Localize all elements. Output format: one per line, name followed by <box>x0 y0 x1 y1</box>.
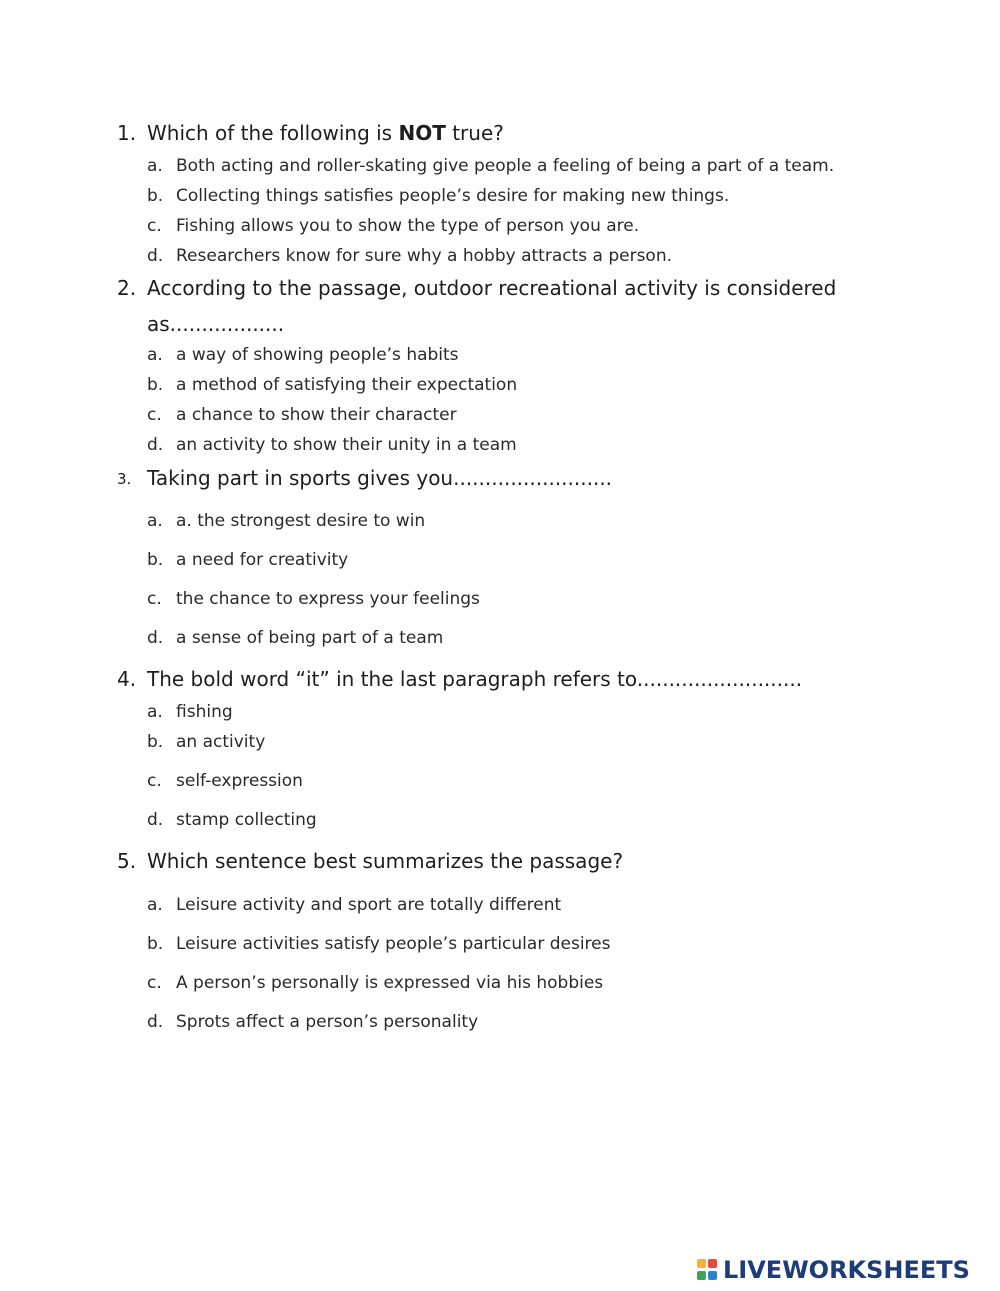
option-letter: a. <box>147 156 163 176</box>
option-letter: c. <box>147 973 162 993</box>
option-letter: d. <box>147 810 164 830</box>
option-text: a way of showing people’s habits <box>176 345 459 365</box>
question-number: 2. <box>117 276 137 300</box>
option-letter: d. <box>147 628 164 648</box>
option-letter: c. <box>147 405 162 425</box>
option-text: a need for creativity <box>176 550 349 570</box>
option-text: Sprots affect a person’s personality <box>176 1012 479 1032</box>
option-letter: a. <box>147 702 163 722</box>
option-letter: b. <box>147 375 164 395</box>
option-text: Leisure activities satisfy people’s particular desires <box>176 934 611 954</box>
option-letter: d. <box>147 246 164 266</box>
option-text: self-expression <box>176 771 303 791</box>
question-text: as.................. <box>147 312 285 336</box>
question-text: The bold word “it” in the last paragraph refers to.......................... <box>147 667 803 691</box>
logo-text: LIVEWORKSHEETS <box>723 1256 970 1284</box>
option-letter: b. <box>147 186 164 206</box>
option-text: the chance to express your feelings <box>176 589 480 609</box>
option-text: fishing <box>176 702 233 722</box>
option-letter: d. <box>147 1012 164 1032</box>
liveworksheets-logo-icon <box>697 1259 719 1283</box>
option-letter: b. <box>147 732 164 752</box>
option-letter: c. <box>147 216 162 236</box>
question-text-part: true? <box>445 121 504 145</box>
option-text: an activity <box>176 732 266 752</box>
option-text: an activity to show their unity in a team <box>176 435 517 455</box>
option-text: a method of satisfying their expectation <box>176 375 518 395</box>
option-text: a chance to show their character <box>176 405 457 425</box>
option-letter: b. <box>147 550 164 570</box>
option-text: a sense of being part of a team <box>176 628 444 648</box>
option-text: Collecting things satisfies people’s desire for making new things. <box>176 186 730 206</box>
question-text-part: Which of the following is <box>147 121 399 145</box>
question-text: Taking part in sports gives you......................... <box>147 466 613 490</box>
option-text: Fishing allows you to show the type of person you are. <box>176 216 640 236</box>
question-number: 5. <box>117 849 137 873</box>
option-text: Leisure activity and sport are totally different <box>176 895 562 915</box>
option-text: a. the strongest desire to win <box>176 511 426 531</box>
question-text: According to the passage, outdoor recreational activity is considered <box>147 276 837 300</box>
option-letter: c. <box>147 771 162 791</box>
option-letter: d. <box>147 435 164 455</box>
question-number: 1. <box>117 121 137 145</box>
question-text: Which sentence best summarizes the passage? <box>147 849 624 873</box>
question-number: 3. <box>117 470 132 488</box>
option-letter: c. <box>147 589 162 609</box>
question-text-bold: NOT <box>398 121 446 145</box>
option-text: stamp collecting <box>176 810 317 830</box>
question-text <box>147 121 504 145</box>
option-text: Both acting and roller-skating give people a feeling of being a part of a team. <box>176 156 835 176</box>
option-letter: a. <box>147 895 163 915</box>
option-letter: a. <box>147 345 163 365</box>
option-letter: a. <box>147 511 163 531</box>
question-number: 4. <box>117 667 137 691</box>
option-text: A person’s personally is expressed via his hobbies <box>176 973 604 993</box>
option-text: Researchers know for sure why a hobby attracts a person. <box>176 246 673 266</box>
option-letter: b. <box>147 934 164 954</box>
